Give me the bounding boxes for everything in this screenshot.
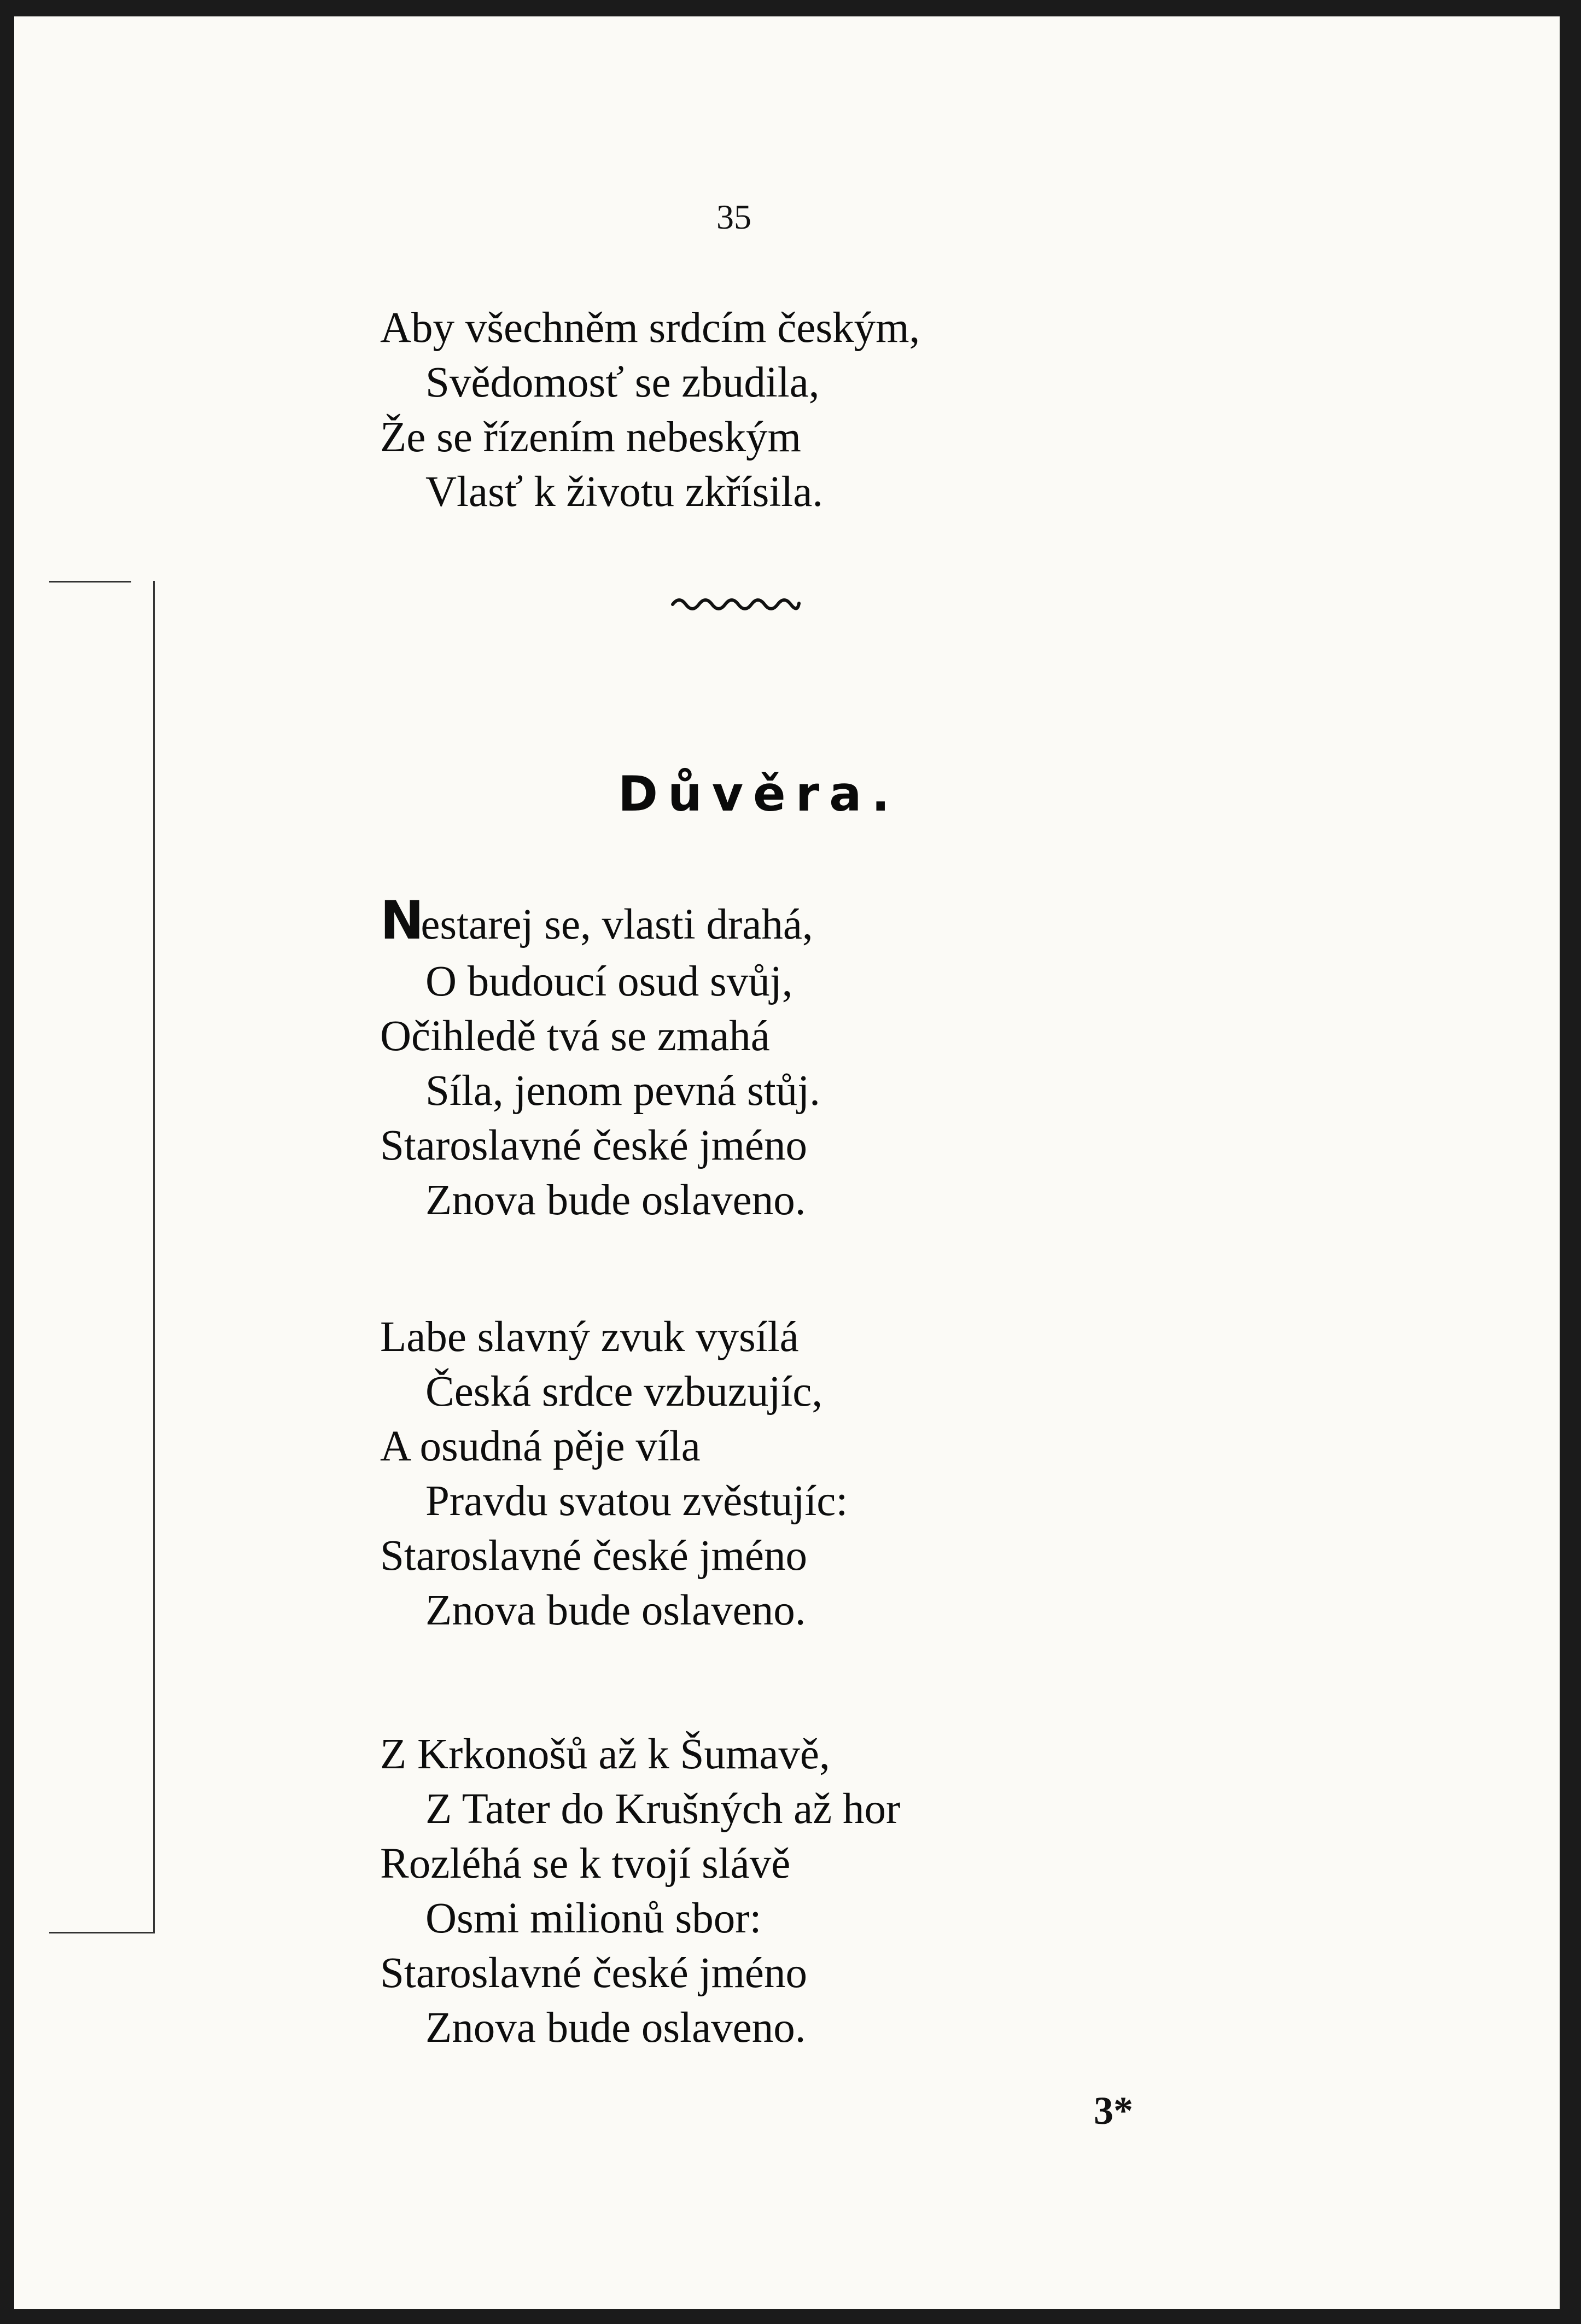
poem-title: Důvěra. — [618, 766, 900, 822]
poem-line-first-rest: estarej se, vlasti drahá, — [421, 901, 813, 948]
poem-line: Staroslavné české jméno — [380, 1949, 807, 1997]
poem-line: A osudná pěje víla — [380, 1423, 701, 1470]
scan-border-left — [0, 0, 14, 2324]
poem-line: Že se řízením nebeským — [380, 413, 801, 461]
poem-line: Vlasť k životu zkřísila. — [425, 468, 824, 516]
binding-strip — [49, 581, 155, 1933]
poem-line: Staroslavné české jméno — [380, 1122, 807, 1169]
poem-line: O budoucí osud svůj, — [425, 958, 793, 1005]
poem-line: Pravdu svatou zvěstujíc: — [425, 1477, 848, 1525]
page-number: 35 — [716, 197, 751, 236]
poem-line: Síla, jenom pevná stůj. — [425, 1067, 820, 1115]
poem-line: Z Tater do Krušných až hor — [425, 1785, 901, 1833]
poem-line: Česká srdce vzbuzujíc, — [425, 1368, 823, 1416]
poem-line: Labe slavný zvuk vysílá — [380, 1313, 799, 1361]
scan-border-top — [0, 0, 1581, 16]
poem-line: Z Krkonošů až k Šumavě, — [380, 1731, 830, 1778]
poem-line: Znova bude oslaveno. — [425, 1176, 806, 1224]
signature-mark: 3* — [1094, 2089, 1133, 2133]
poem-line: Aby všechněm srdcím českým, — [380, 304, 920, 352]
poem-line: Znova bude oslaveno. — [425, 2004, 806, 2052]
wave-ornament-icon — [670, 593, 801, 615]
poem-line: Svědomosť se zbudila, — [425, 359, 820, 406]
scan-border-right — [1560, 0, 1581, 2324]
scan-border-bottom — [0, 2309, 1581, 2324]
poem-line: Osmi milionů sbor: — [425, 1895, 762, 1942]
poem-line: Staroslavné české jméno — [380, 1532, 807, 1580]
poem-line-first — [380, 890, 813, 951]
poem-line: Rozléhá se k tvojí slávě — [380, 1840, 791, 1888]
drop-cap: N — [380, 890, 421, 951]
poem-line: Očihledě tvá se zmahá — [380, 1012, 770, 1060]
poem-line: Znova bude oslaveno. — [425, 1587, 806, 1634]
